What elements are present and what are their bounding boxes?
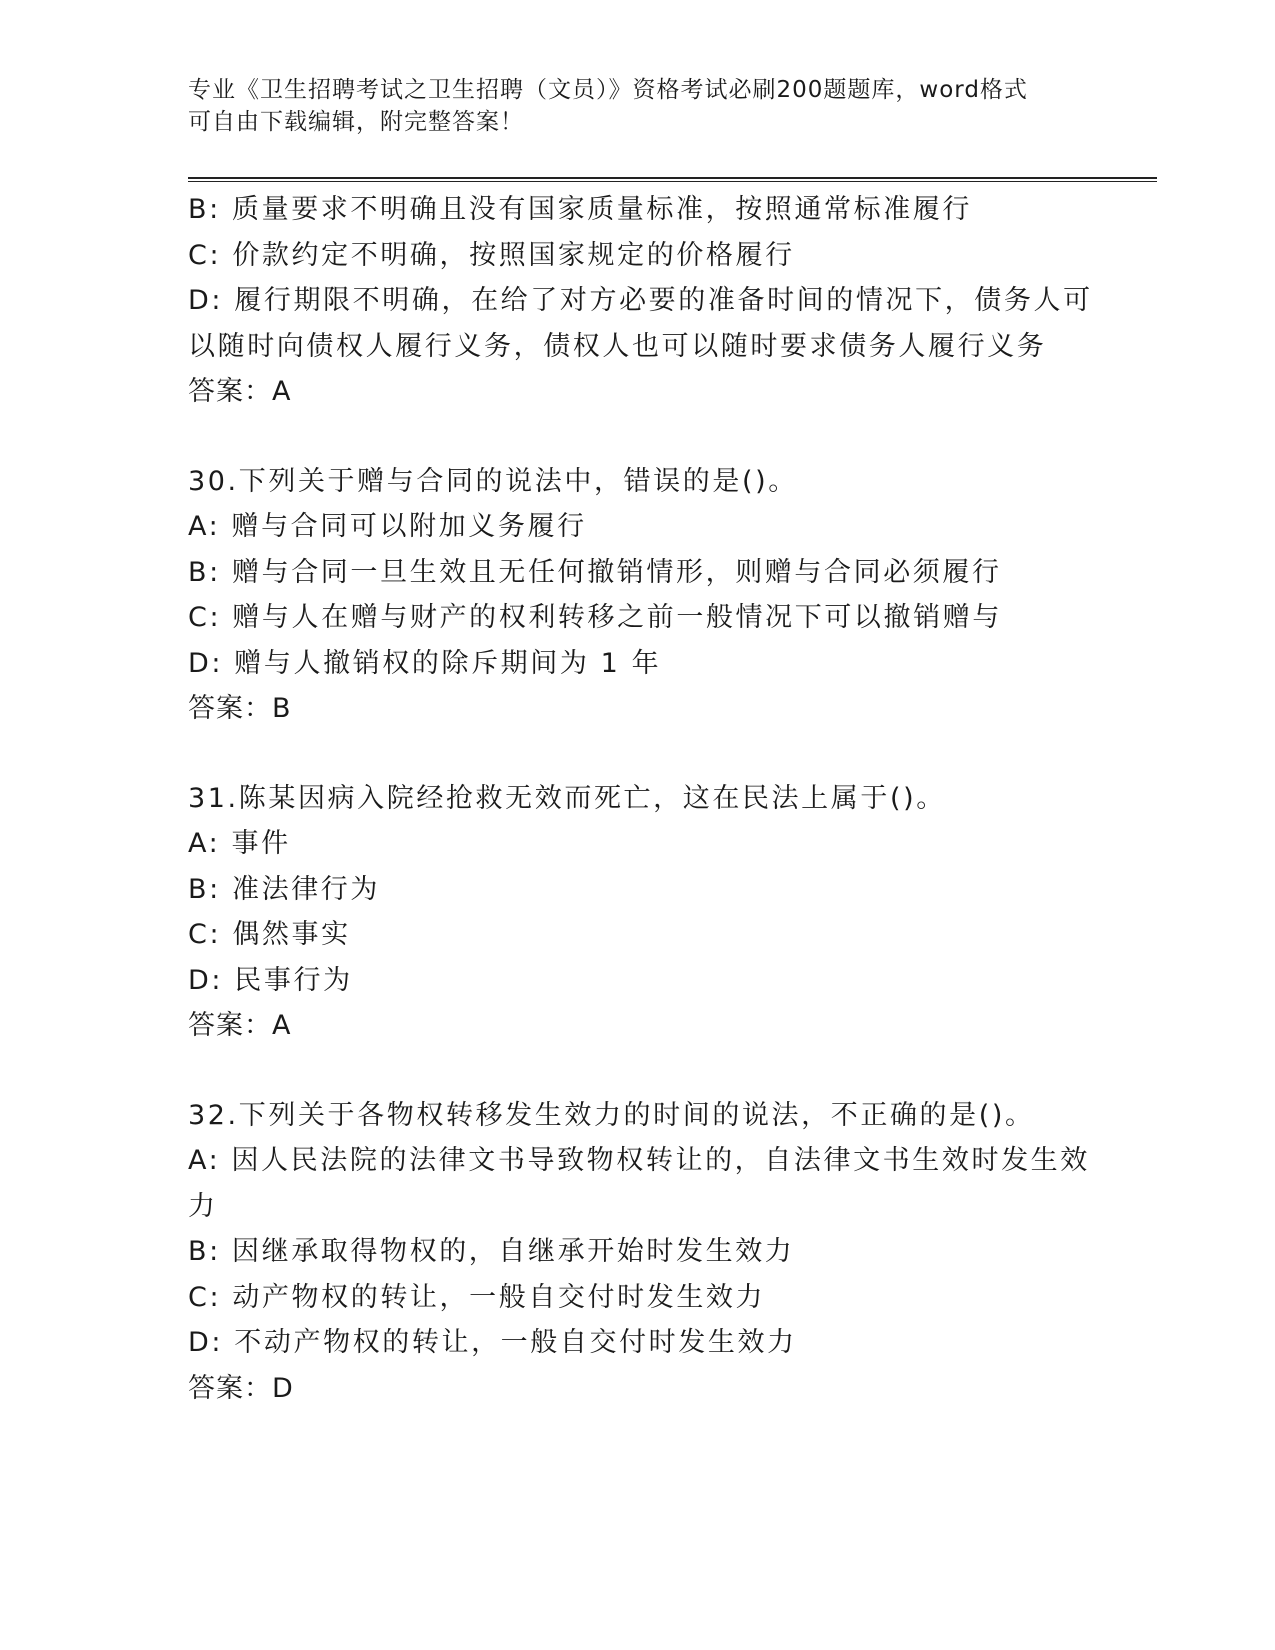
question-continuation <box>188 187 1093 415</box>
option-a: A: 事件 <box>188 828 291 859</box>
option-a: A: 赠与合同可以附加义务履行 <box>188 511 587 542</box>
option-c: C: 赠与人在赠与财产的权利转移之前一般情况下可以撤销赠与 <box>188 602 1002 633</box>
page-header <box>188 74 1068 138</box>
question-stem: 32.下列关于各物权转移发生效力的时间的说法，不正确的是()。 <box>188 1099 1035 1131</box>
option-b: B: 质量要求不明确且没有国家质量标准，按照通常标准履行 <box>188 194 973 225</box>
option-a-continued: 力 <box>188 1190 218 1222</box>
answer-line <box>188 369 1088 415</box>
answer-line <box>188 1003 1088 1049</box>
question-stem: 31.陈某因病入院经抢救无效而死亡，这在民法上属于()。 <box>188 782 946 814</box>
option-d-continued: 以随时向债权人履行义务，债权人也可以随时要求债务人履行义务 <box>188 330 1047 362</box>
header-title-line-1: 专业《卫生招聘考试之卫生招聘（文员）》资格考试必刷200题题库，word格式 <box>188 77 1028 103</box>
answer-label: 答案： <box>188 693 272 724</box>
option-d: D: 赠与人撤销权的除斥期间为 1 年 <box>188 647 662 679</box>
question-32 <box>188 1093 1088 1412</box>
header-divider <box>188 177 1157 182</box>
option-c: C: 偶然事实 <box>188 919 351 950</box>
question-stem: 30.下列关于赠与合同的说法中，错误的是()。 <box>188 465 798 497</box>
option-d: D: 履行期限不明确，在给了对方必要的准备时间的情况下，债务人可 <box>188 285 1093 316</box>
option-b: B: 因继承取得物权的，自继承开始时发生效力 <box>188 1236 795 1267</box>
option-c: C: 价款约定不明确，按照国家规定的价格履行 <box>188 239 795 271</box>
header-title-line-2: 可自由下载编辑，附完整答案！ <box>188 109 524 135</box>
answer-label: 答案： <box>188 376 272 407</box>
option-b: B: 准法律行为 <box>188 873 381 905</box>
answer-label: 答案： <box>188 1372 272 1404</box>
answer-value: A <box>272 376 292 407</box>
option-d: D: 不动产物权的转让，一般自交付时发生效力 <box>188 1327 797 1358</box>
answer-label: 答案： <box>188 1010 272 1041</box>
option-c: C: 动产物权的转让，一般自交付时发生效力 <box>188 1281 766 1313</box>
answer-value: D <box>272 1372 294 1404</box>
answer-line <box>188 686 1088 732</box>
document-body <box>188 187 1093 1411</box>
answer-line <box>188 1366 1088 1412</box>
option-d: D: 民事行为 <box>188 964 353 996</box>
question-31 <box>188 776 1088 1049</box>
option-a: A: 因人民法院的法律文书导致物权转让的，自法律文书生效时发生效 <box>188 1145 1090 1176</box>
answer-value: B <box>272 693 292 724</box>
option-b: B: 赠与合同一旦生效且无任何撤销情形，则赠与合同必须履行 <box>188 556 1002 588</box>
question-30 <box>188 459 1088 732</box>
answer-value: A <box>272 1010 292 1041</box>
